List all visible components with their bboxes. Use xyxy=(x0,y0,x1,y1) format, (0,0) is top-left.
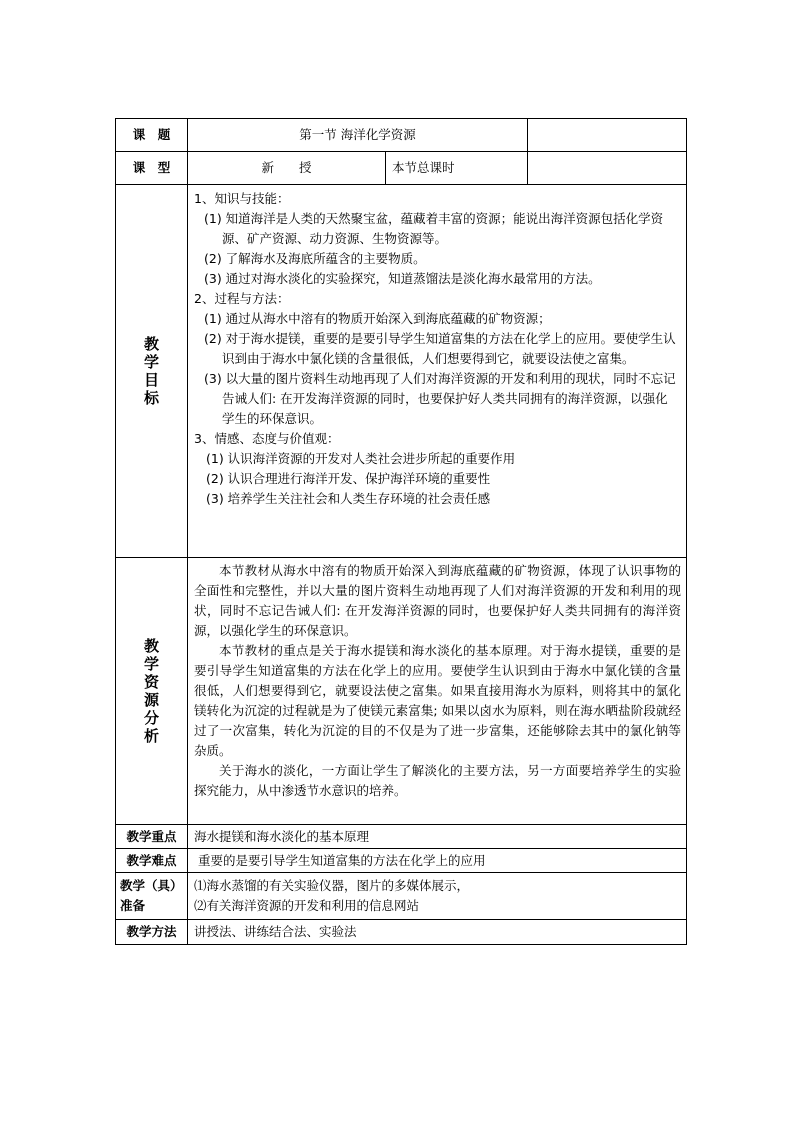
type-row xyxy=(116,152,687,185)
hours-label: 本节总课时 xyxy=(386,152,528,185)
difficulty-label: 教学难点 xyxy=(116,849,188,873)
type-label: 课 型 xyxy=(116,152,188,185)
analysis-content xyxy=(188,558,687,825)
preparation-label-line2: 准备 xyxy=(120,898,146,913)
goals-item: (2) 了解海水及海底所蕴含的主要物质。 xyxy=(204,251,426,266)
type-value: 新 授 xyxy=(188,152,386,185)
topic-row xyxy=(116,119,687,152)
preparation-label-line1: 教学（具） xyxy=(120,878,183,893)
method-label: 教学方法 xyxy=(116,920,188,945)
preparation-content xyxy=(188,873,687,920)
analysis-row xyxy=(116,558,687,825)
difficulty-value: 重要的是要引导学生知道富集的方法在化学上的应用 xyxy=(188,849,687,873)
goals-section-2-title: 2、过程与方法： xyxy=(194,291,290,306)
goals-item: (3) 以大量的图片资料生动地再现了人们对海洋资源的开发和利用的现状，同时不忘记告诫人们: 在开发海洋资源的同时，也要保护好人类共同拥有的海洋资源，以强化学生的环保意识。 xyxy=(204,371,676,426)
goals-label: 教学目标 xyxy=(143,335,159,407)
topic-value: 第一节 海洋化学资源 xyxy=(188,119,528,152)
key-point-value: 海水提镁和海水淡化的基本原理 xyxy=(188,825,687,849)
topic-label: 课 题 xyxy=(116,119,188,152)
lesson-plan-table xyxy=(115,118,687,945)
goals-item: (2) 对于海水提镁，重要的是要引导学生知道富集的方法在化学上的应用。要使学生认识到由于海水中氯化镁的含量很低，人们想要得到它，就要设法使之富集。 xyxy=(204,331,676,366)
goals-section-1-title: 1、知识与技能： xyxy=(194,191,290,206)
topic-extra-cell xyxy=(528,119,687,152)
goals-section-3-title: 3、情感、态度与价值观： xyxy=(194,431,340,446)
method-row xyxy=(116,920,687,945)
key-point-row xyxy=(116,825,687,849)
analysis-label-cell xyxy=(116,558,188,825)
preparation-row xyxy=(116,873,687,920)
method-value: 讲授法、讲练结合法、实验法 xyxy=(188,920,687,945)
goals-label-cell xyxy=(116,185,188,558)
goals-item: (1) 认识海洋资源的开发对人类社会进步所起的重要作用 xyxy=(206,451,516,466)
goals-row xyxy=(116,185,687,558)
analysis-label: 教学资源分析 xyxy=(143,637,159,745)
hours-value xyxy=(528,152,687,185)
goals-item: (3) 通过对海水淡化的实验探究，知道蒸馏法是淡化海水最常用的方法。 xyxy=(204,271,601,286)
preparation-item: ⑴海水蒸馏的有关实验仪器，图片的多媒体展示， xyxy=(194,878,470,893)
goals-item: (2) 认识合理进行海洋开发、保护海洋环境的重要性 xyxy=(206,471,491,486)
preparation-label-cell xyxy=(116,873,188,920)
goals-item: (1) 知道海洋是人类的天然聚宝盆，蕴藏着丰富的资源；能说出海洋资源包括化学资源、矿产资源、动力资源、生物资源等。 xyxy=(204,211,664,246)
key-point-label: 教学重点 xyxy=(116,825,188,849)
goals-item: (3) 培养学生关注社会和人类生存环境的社会责任感 xyxy=(206,491,491,506)
difficulty-row xyxy=(116,849,687,873)
analysis-paragraph: 本节教材的重点是关于海水提镁和海水淡化的基本原理。对于海水提镁，重要的是要引导学生知道富集的方法在化学上的应用。要使学生认识到由于海水中氯化镁的含量很低，人们想要得到它，就要设法使之富集。如果直接用海水为原料，则将其中的氯化镁转化为沉淀的过程就是为了使镁元素富集; 如果以卤水为原料，则在海水晒盐阶段就经过了一次富集，转化为沉淀的目的不仅是为了进一步富集，还能够除去其中的氯化钠等杂质。 xyxy=(194,643,682,758)
analysis-paragraph: 关于海水的淡化，一方面让学生了解淡化的主要方法，另一方面要培养学生的实验探究能力，从中渗透节水意识的培养。 xyxy=(194,763,682,798)
goals-item: (1) 通过从海水中溶有的物质开始深入到海底蕴藏的矿物资源； xyxy=(204,311,551,326)
goals-content xyxy=(188,185,687,558)
analysis-paragraph: 本节教材从海水中溶有的物质开始深入到海底蕴藏的矿物资源，体现了认识事物的全面性和完整性，并以大量的图片资料生动地再现了人们对海洋资源的开发和利用的现状，同时不忘记告诫人们: 在开发海洋资源的同时，也要保护好人类共同拥有的海洋资源，以强化学生的环保意识。 xyxy=(194,563,682,638)
preparation-item: ⑵有关海洋资源的开发和利用的信息网站 xyxy=(194,898,420,913)
